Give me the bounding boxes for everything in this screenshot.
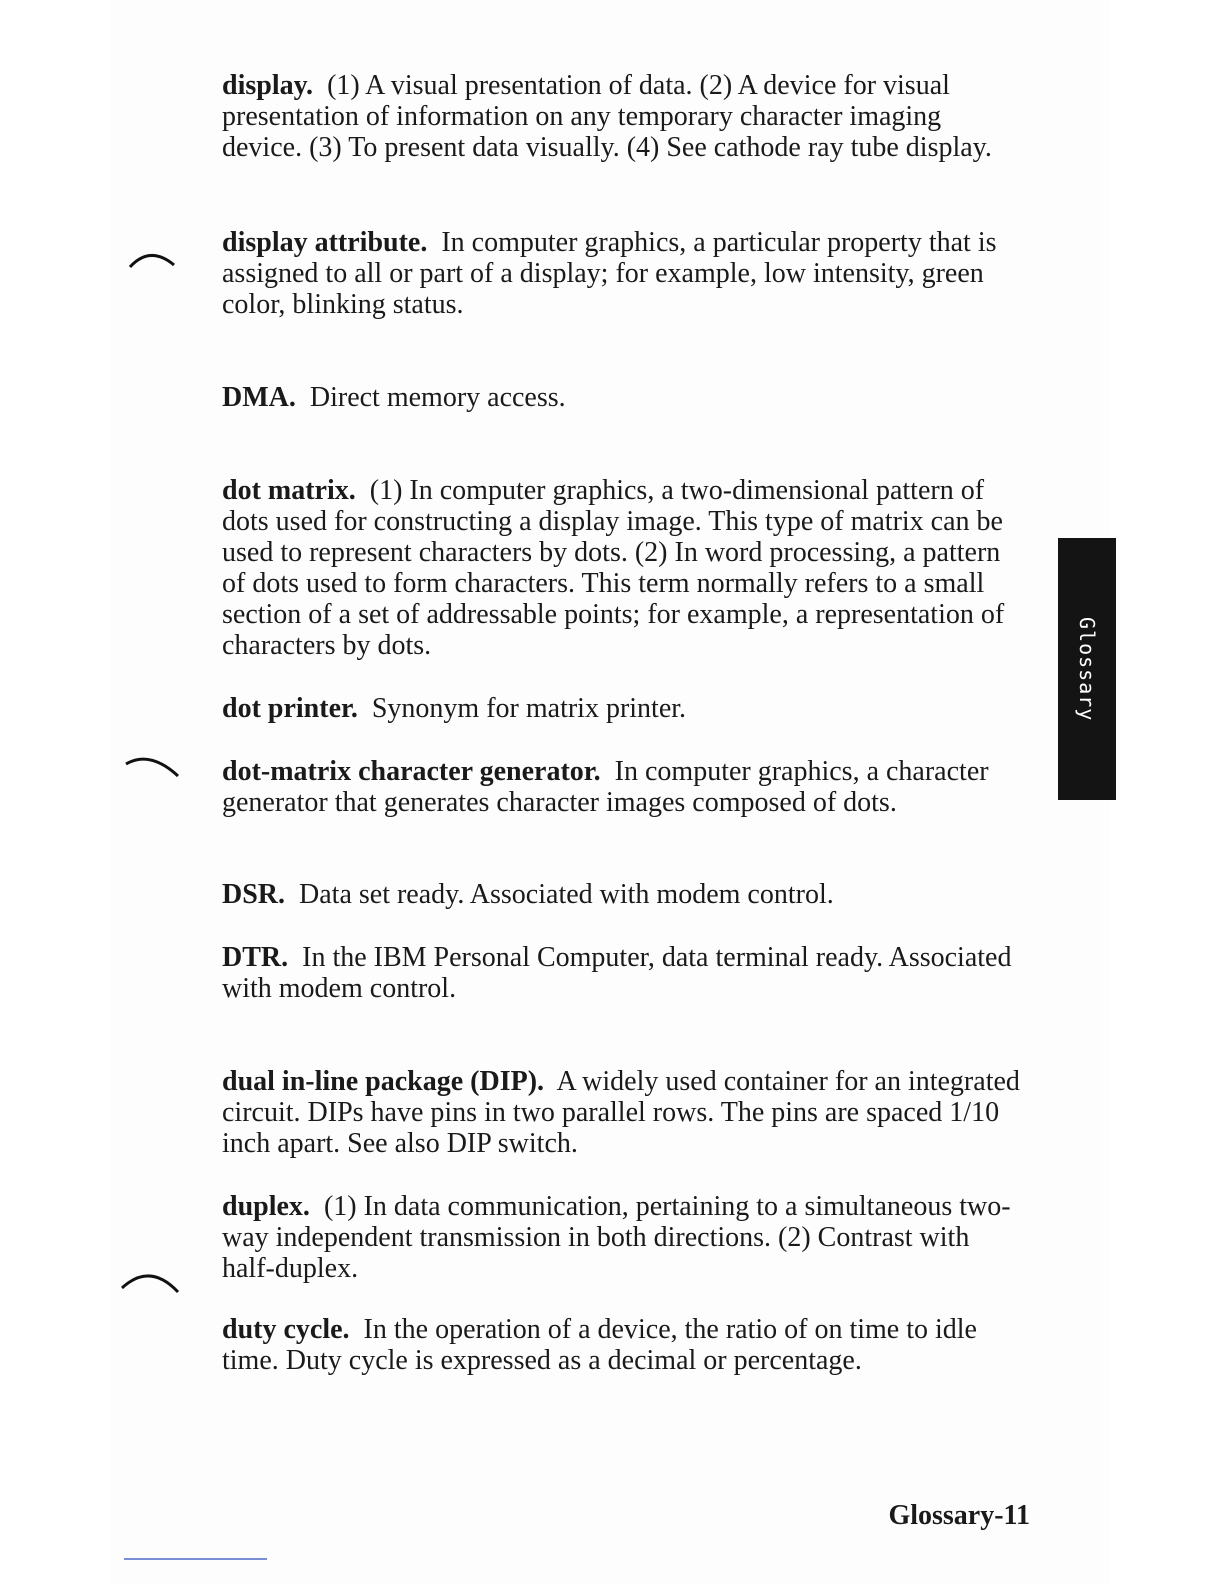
entry-definition: Data set ready. Associated with modem control. <box>299 879 834 910</box>
entry-term: dot matrix. <box>222 475 356 506</box>
entry-term: DMA. <box>222 382 296 413</box>
glossary-entry <box>222 756 1027 818</box>
entry-term: DSR. <box>222 879 286 910</box>
section-tab-label: Glossary <box>1075 616 1099 722</box>
glossary-entry <box>222 1066 1027 1159</box>
glossary-entry <box>222 382 1027 413</box>
divider <box>124 1558 267 1560</box>
entry-term: duplex. <box>222 1191 310 1222</box>
entry-term: duty cycle. <box>222 1314 350 1345</box>
entry-definition: In the IBM Personal Computer, data terminal ready. Associated with modem control. <box>222 942 1012 1004</box>
glossary-entry <box>222 942 1027 1004</box>
glossary-entry <box>222 475 1027 661</box>
entry-term: dot printer. <box>222 693 358 724</box>
glossary-entry <box>222 1314 1027 1376</box>
binder-hole-mark <box>120 245 180 279</box>
entry-definition: Direct memory access. <box>309 382 566 413</box>
section-tab <box>1058 538 1116 800</box>
entry-term: display attribute. <box>222 227 428 258</box>
page-number: Glossary-11 <box>888 1500 1030 1531</box>
binder-hole-mark <box>120 750 180 784</box>
entry-term: dual in-line package (DIP). <box>222 1066 545 1097</box>
glossary-entry <box>222 693 1027 724</box>
entry-definition: In the operation of a device, the ratio of on time to idle time. Duty cycle is expressed as a decimal or percentage. <box>222 1314 977 1376</box>
entry-definition: In computer graphics, a particular property that is assigned to all or part of a display; for example, low intensity, green color, blinking status. <box>222 227 997 320</box>
glossary-entry <box>222 1191 1027 1284</box>
entry-definition: (1) In data communication, pertaining to a simultaneous two-way independent transmission in both directions. (2) Contrast with half-duplex. <box>222 1191 1011 1284</box>
binder-hole-mark <box>120 1262 180 1296</box>
entry-definition: A widely used container for an integrated circuit. DIPs have pins in two parallel rows. The pins are spaced 1/10 inch apart. See also DIP switch. <box>222 1066 1020 1159</box>
entry-definition: In computer graphics, a character generator that generates character images composed of dots. <box>222 756 989 818</box>
entry-term: DTR. <box>222 942 289 973</box>
entry-definition: Synonym for matrix printer. <box>371 693 687 724</box>
entry-term: dot-matrix character generator. <box>222 756 601 787</box>
glossary-entry <box>222 70 1027 163</box>
entry-definition: (1) In computer graphics, a two-dimensional pattern of dots used for constructing a display image. This type of matrix can be used to represent characters by dots. (2) In word processing, a pattern of dots used to form characters. This term normally refers to a small section of a set of addressable points; for example, a representation of characters by dots. <box>222 475 1005 661</box>
glossary-entry <box>222 879 1027 910</box>
entry-term: display. <box>222 70 314 101</box>
glossary-entry <box>222 227 1027 320</box>
entry-definition: (1) A visual presentation of data. (2) A device for visual presentation of information on any temporary character imaging device. (3) To present data visually. (4) See cathode ray tube display. <box>222 70 992 163</box>
